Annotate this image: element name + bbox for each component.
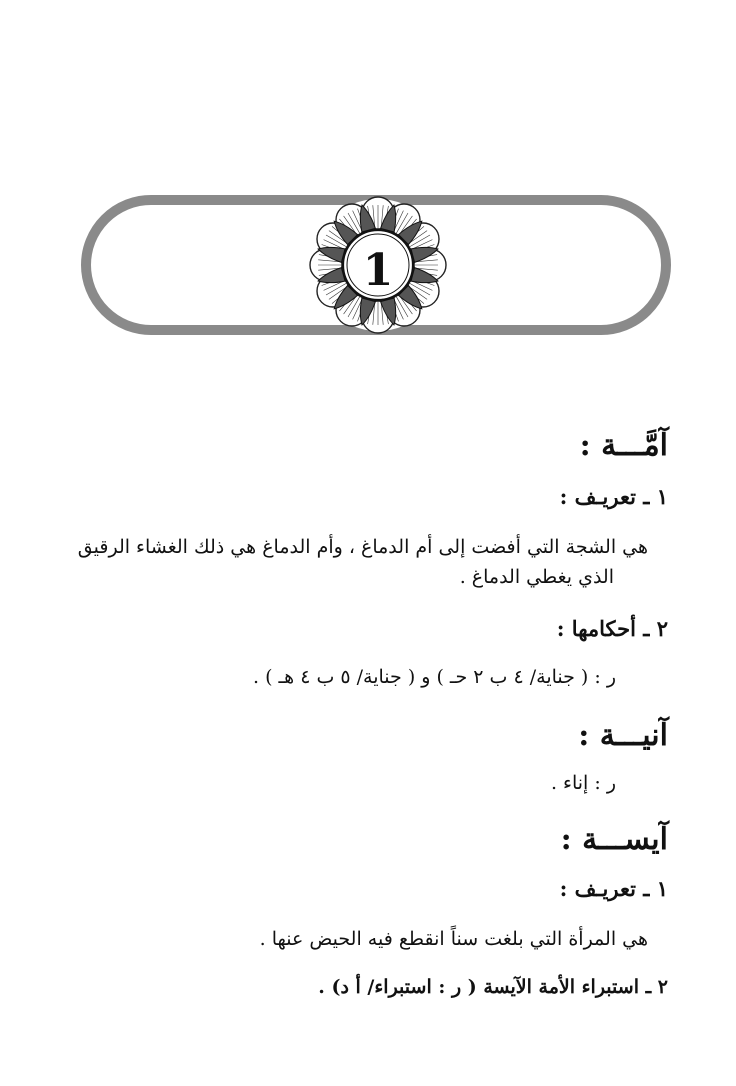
aniya-reference: ر : إناء .: [550, 772, 616, 794]
entry-title-aisa: آيســـة :: [560, 822, 668, 857]
aisa-definition-line: هي المرأة التي بلغت سناً انقطع فيه الحيض عنها .: [259, 928, 648, 950]
rulings-reference: ر : ( جناية/ ٤ ب ٢ حـ ) و ( جناية/ ٥ ب ٤ هـ ) .: [253, 666, 616, 688]
chapter-number: 1: [362, 245, 394, 296]
section-heading-definition: ١ ـ تعريـف :: [559, 484, 668, 509]
chapter-banner: [0, 0, 736, 400]
section-heading-definition-2: ١ ـ تعريـف :: [559, 876, 668, 901]
definition-line-2: الذي يغطي الدماغ .: [459, 566, 614, 588]
section-heading-rulings: ٢ ـ أحكامها :: [556, 616, 668, 641]
definition-line-1: هي الشجة التي أفضت إلى أم الدماغ ، وأم الدماغ هي ذلك الغشاء الرقيق: [77, 536, 648, 558]
entry-title-aniya: آنيـــة :: [578, 718, 668, 753]
section-heading-istibra: ٢ ـ استبراء الأمة الآيسة ( ر : استبراء/ أ د) .: [318, 976, 668, 998]
entry-title-amma: آمَّـــة :: [579, 428, 668, 463]
